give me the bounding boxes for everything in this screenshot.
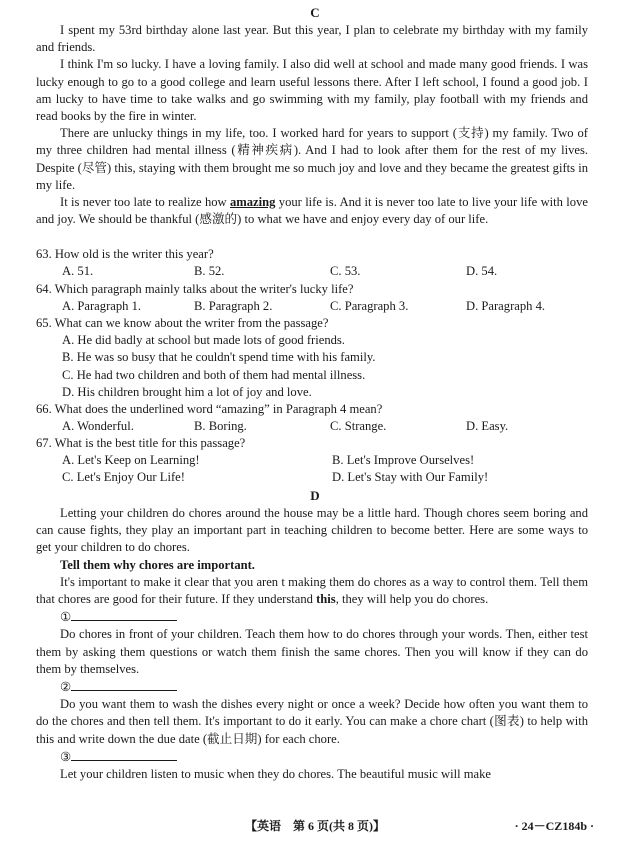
- option-d: D. 54.: [466, 264, 498, 279]
- option-d: D. Paragraph 4.: [466, 299, 546, 314]
- paragraph-2-text-start: It's important to make it clear that you aren t making them do chores as a way to control them. Tell them that chores are good for their future. If they understand: [36, 574, 588, 607]
- option-c: C. Strange.: [330, 419, 387, 434]
- blank-1: [36, 608, 588, 626]
- option-d: D. Let's Stay with Our Family!: [332, 470, 489, 485]
- blank-3: [36, 748, 588, 766]
- question-66-options: [36, 418, 596, 435]
- paragraph-4-text-start: It is never too late to realize how: [60, 195, 230, 210]
- passage-d-paragraph-3: Do chores in front of your children. Teach them how to do chores through your words. Then, either test them by asking them questions or watch them finish the same chores. Then you will know if they can do them by themselves.: [36, 627, 588, 676]
- question-67-stem: 67. What is the best title for this passage?: [36, 436, 246, 450]
- blank-2-number: ②: [60, 680, 72, 695]
- question-63-stem: 63. How old is the writer this year?: [36, 247, 214, 261]
- passage-d-intro: Letting your children do chores around the house may be a little hard. Though chores seem boring and can cause fights, they play an important part in teaching children to become better. Here are some ways to get your children to do chores.: [36, 506, 588, 555]
- question-67: [36, 435, 596, 487]
- blank-3-number: ③: [60, 749, 72, 764]
- bold-word-this: this: [316, 592, 336, 607]
- option-b: B. Boring.: [194, 419, 247, 434]
- question-65: [36, 315, 596, 401]
- question-64-options: [36, 298, 596, 315]
- passage-d-paragraph-4: Do you want them to wash the dishes every night or once a week? Decide how often you want them to do the chores and then tell them. It's important to do it early. You can make a chore chart (图表) to help with this and write down the due date (截止日期) for each chore.: [36, 697, 588, 746]
- blank-2-line: [71, 678, 177, 691]
- blank-3-line: [71, 748, 177, 761]
- question-65-stem: 65. What can we know about the writer from the passage?: [36, 316, 329, 330]
- passage-c-paragraph-2: I think I'm so lucky. I have a loving family. I also did well at school and made many good friends. I was lucky enough to go to a good college and learn useful lessons there. After I left school, I found a good job. I am lucky to have time to take walks and go swimming with my family, play football with my friends and read books by the fire in winter.: [36, 57, 588, 124]
- option-a: A. Let's Keep on Learning!: [62, 453, 200, 468]
- option-b: B. He was so busy that he couldn't spend time with his family.: [62, 350, 376, 365]
- passage-d-heading: Tell them why chores are important.: [60, 557, 255, 572]
- paragraph-4-text-end: your life is. And it is never too late to live your life with love and joy. We should be thankful (感激的) to what we have and enjoy every day of our life.: [36, 195, 588, 227]
- paragraph-2-text-end: , they will help you do chores.: [335, 592, 489, 607]
- blank-2: [36, 678, 588, 696]
- option-b: B. Let's Improve Ourselves!: [332, 453, 475, 468]
- passage-d: [36, 505, 588, 783]
- passage-c-paragraph-3: There are unlucky things in my life, too. I worked hard for years to support (支持) my family. Two of my three children had mental illness (精神疾病). And I had to look after them for the rest of my lives. Despite (尽管) this, staying with them brought me so much joy and love and they became the greatest gifts in my life.: [36, 126, 588, 192]
- page-number: 【英语 第 6 页(共 8 页)】: [245, 819, 385, 833]
- option-c: C. 53.: [330, 264, 361, 279]
- question-66-stem: 66. What does the underlined word “amazing” in Paragraph 4 mean?: [36, 402, 383, 416]
- passage-c-paragraph-4: [36, 194, 588, 228]
- option-c: C. Let's Enjoy Our Life!: [62, 470, 185, 485]
- question-64-stem: 64. Which paragraph mainly talks about the writer's lucky life?: [36, 282, 354, 296]
- option-a: A. He did badly at school but made lots of good friends.: [62, 333, 345, 348]
- option-d: D. His children brought him a lot of joy and love.: [62, 384, 312, 399]
- option-a: A. Wonderful.: [62, 419, 134, 434]
- option-c: C. He had two children and both of them had mental illness.: [62, 367, 366, 382]
- underlined-word-amazing: amazing: [229, 195, 276, 210]
- passage-c: [36, 22, 588, 228]
- question-63: [36, 246, 596, 280]
- section-c-title: C: [310, 5, 320, 20]
- question-64: [36, 281, 596, 315]
- blank-1-number: ①: [60, 610, 72, 625]
- question-63-options: [36, 263, 596, 280]
- passage-d-paragraph-2: [36, 574, 588, 608]
- option-c: C. Paragraph 3.: [330, 299, 409, 314]
- option-a: A. 51.: [62, 264, 94, 279]
- passage-d-paragraph-5: Let your children listen to music when they do chores. The beautiful music will make: [60, 767, 491, 782]
- option-b: B. Paragraph 2.: [194, 299, 273, 314]
- option-d: D. Easy.: [466, 419, 509, 434]
- exam-code: · 24－CZ184b ·: [514, 819, 594, 833]
- question-67-options: [36, 452, 596, 486]
- blank-1-line: [71, 608, 177, 621]
- option-b: B. 52.: [194, 264, 225, 279]
- passage-c-paragraph-1: I spent my 53rd birthday alone last year. But this year, I plan to celebrate my birthday with my family and friends.: [36, 23, 588, 55]
- option-a: A. Paragraph 1.: [62, 299, 142, 314]
- section-d-title: D: [310, 488, 320, 503]
- question-66: [36, 401, 596, 435]
- question-65-options: [36, 332, 596, 401]
